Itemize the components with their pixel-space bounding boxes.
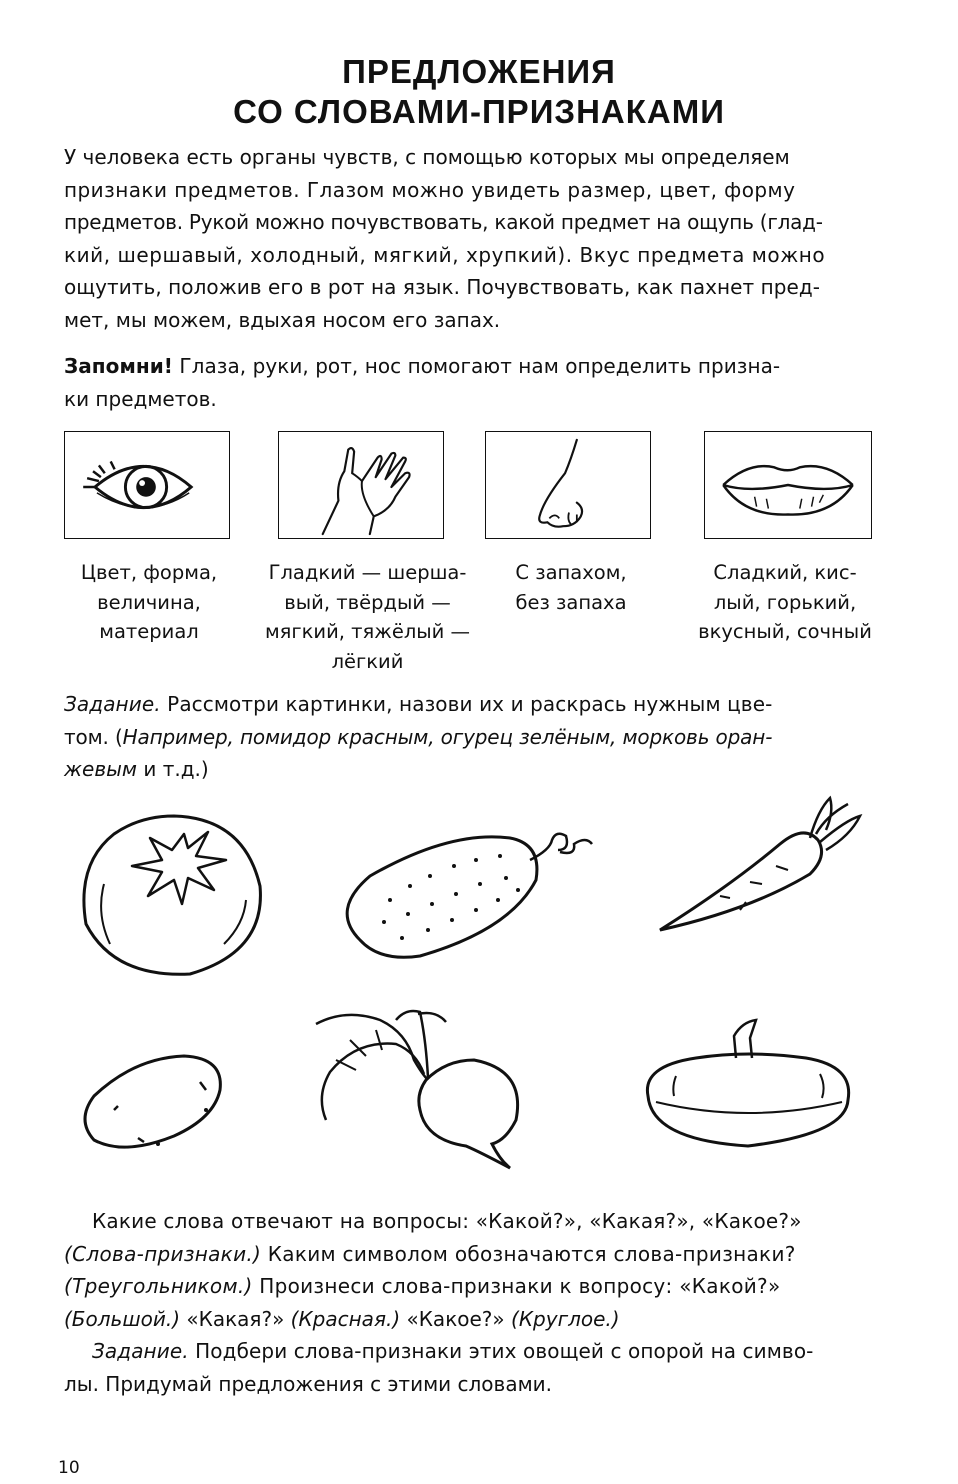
intro-line: ощутить, положив его в рот на язык. Почувствовать, как пахнет пред- — [64, 275, 821, 299]
eye-caption: Цвет, форма, величина, материал — [80, 561, 218, 643]
lips-caption: Сладкий, кис- лый, горький, вкусный, сочный — [698, 561, 872, 643]
nose-icon — [486, 432, 650, 538]
eye-box — [64, 431, 230, 539]
hand-box — [278, 431, 444, 539]
task1-paragraph: Задание. Рассмотри картинки, назови их и раскрась нужным цве- том. (Например, помидор красным, огурец зелёным, морковь оран- жевым и т.д.) — [64, 692, 773, 781]
intro-line: У человека есть органы чувств, с помощью которых мы определяем — [64, 145, 790, 169]
intro-line: предметов. Рукой можно почувствовать, какой предмет на ощупь (глад- — [64, 210, 823, 234]
intro-line: мет, мы можем, вдыхая носом его запах. — [64, 307, 501, 332]
potato-icon — [74, 1040, 234, 1160]
remember-paragraph — [64, 350, 872, 415]
intro-line: кий, шершавый, холодный, мягкий, хрупкий). Вкус предмета можно — [64, 242, 826, 267]
remember-label: Запомни! — [64, 354, 173, 378]
hand-caption: Гладкий — шерша- вый, твёрдый — мягкий, тяжёлый — лёгкий — [264, 561, 471, 673]
radish-icon — [296, 1000, 556, 1170]
task2-paragraph: Задание. Подбери слова-признаки этих овощей с опорой на симво- лы. Придумай предложения с этими словами. — [64, 1339, 814, 1396]
page-number: 10 — [58, 1458, 80, 1478]
nose-box — [485, 431, 651, 539]
questions-paragraph: Какие слова отвечают на вопросы: «Какой?», «Какая?», «Какое?» (Слова-признаки.) Каким символом обозначаются слова-признаки? (Треугольником.) Произнеси слова-признаки к вопросу: «Какой?» (Большой.) «Какая?» (Красная.) «Какое?» (Круглое.) — [64, 1209, 802, 1331]
intro-paragraph — [64, 141, 872, 336]
task2-label: Задание. — [92, 1339, 189, 1363]
lips-icon — [705, 432, 871, 538]
task1-label: Задание. — [64, 692, 161, 716]
page-title-line-1: ПРЕДЛОЖЕНИЯ — [342, 53, 616, 90]
cucumber-icon — [330, 820, 600, 970]
tomato-icon — [74, 804, 274, 984]
hand-icon — [279, 432, 443, 538]
nose-caption: С запахом, без запаха — [515, 561, 627, 614]
intro-line: признаки предметов. Глазом можно увидеть размер, цвет, форму — [64, 177, 796, 202]
squash-icon — [636, 1016, 860, 1166]
page-title-line-2: СО СЛОВАМИ-ПРИЗНАКАМИ — [233, 93, 725, 130]
carrot-icon — [650, 790, 880, 940]
remember-text-end: ки предметов. — [64, 386, 217, 411]
remember-text: Глаза, руки, рот, нос помогают нам определить призна- — [172, 354, 781, 378]
lips-box — [704, 431, 872, 539]
eye-icon — [65, 432, 229, 538]
